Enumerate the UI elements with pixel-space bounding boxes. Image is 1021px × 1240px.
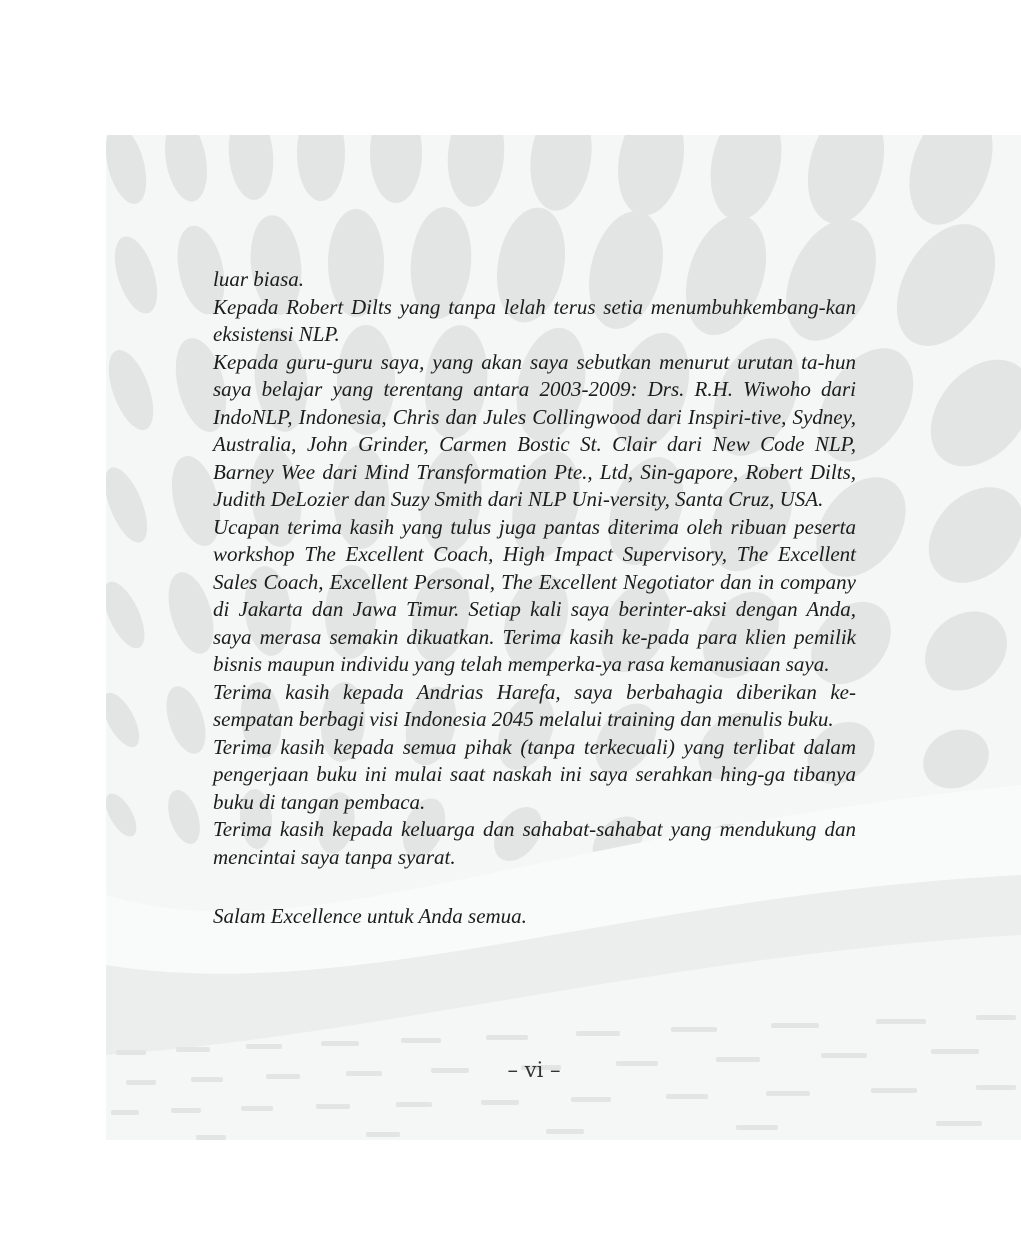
paragraph: luar biasa. xyxy=(213,267,305,291)
paragraph: Terima kasih kepada Andrias Harefa, saya berbahagia diberikan ke-sempatan berbagi visi Indonesia 2045 melalui training dan menulis buku. xyxy=(213,679,856,731)
acknowledgement-text xyxy=(213,266,856,931)
page-number: – vi – xyxy=(507,1058,561,1082)
paragraph: Kepada Robert Dilts yang tanpa lelah terus setia menumbuhkembang-kan eksistensi NLP. xyxy=(213,294,856,346)
paragraph: Kepada guru-guru saya, yang akan saya sebutkan menurut urutan ta-hun saya belajar yang terentang antara 2003-2009: Drs. R.H. Wiwoho dari IndoNLP, Indonesia, Chris dan Jules Collingwood dari Inspiri-tive, Sydney, Australia, John Grinder, Carmen Bostic St. Clair dari New Code NLP, Barney Wee dari Mind Transformation Pte., Ltd, Sin-gapore, Robert Dilts, Judith DeLozier dan Suzy Smith dari NLP Uni-versity, Santa Cruz, USA. xyxy=(213,349,856,511)
closing-line: Salam Excellence untuk Anda semua. xyxy=(213,904,527,928)
paragraph: Terima kasih kepada semua pihak (tanpa terkecuali) yang terlibat dalam pengerjaan buku ini mulai saat naskah ini saya serahkan hing-ga tibanya buku di tangan pembaca. xyxy=(213,734,856,814)
paragraph: Terima kasih kepada keluarga dan sahabat-sahabat yang mendukung dan mencintai saya tanpa syarat. xyxy=(213,817,856,869)
paragraph: Ucapan terima kasih yang tulus juga pantas diterima oleh ribuan peserta workshop The Excellent Coach, High Impact Supervisory, The Excellent Sales Coach, Excellent Personal, The Excellent Negotiator dan in company di Jakarta dan Jawa Timur. Setiap kali saya berinter-aksi dengan Anda, saya merasa semakin dikuatkan. Terima kasih ke-pada para klien pemilik bisnis maupun individu yang telah memperka-ya rasa kemanusiaan saya. xyxy=(213,514,856,676)
